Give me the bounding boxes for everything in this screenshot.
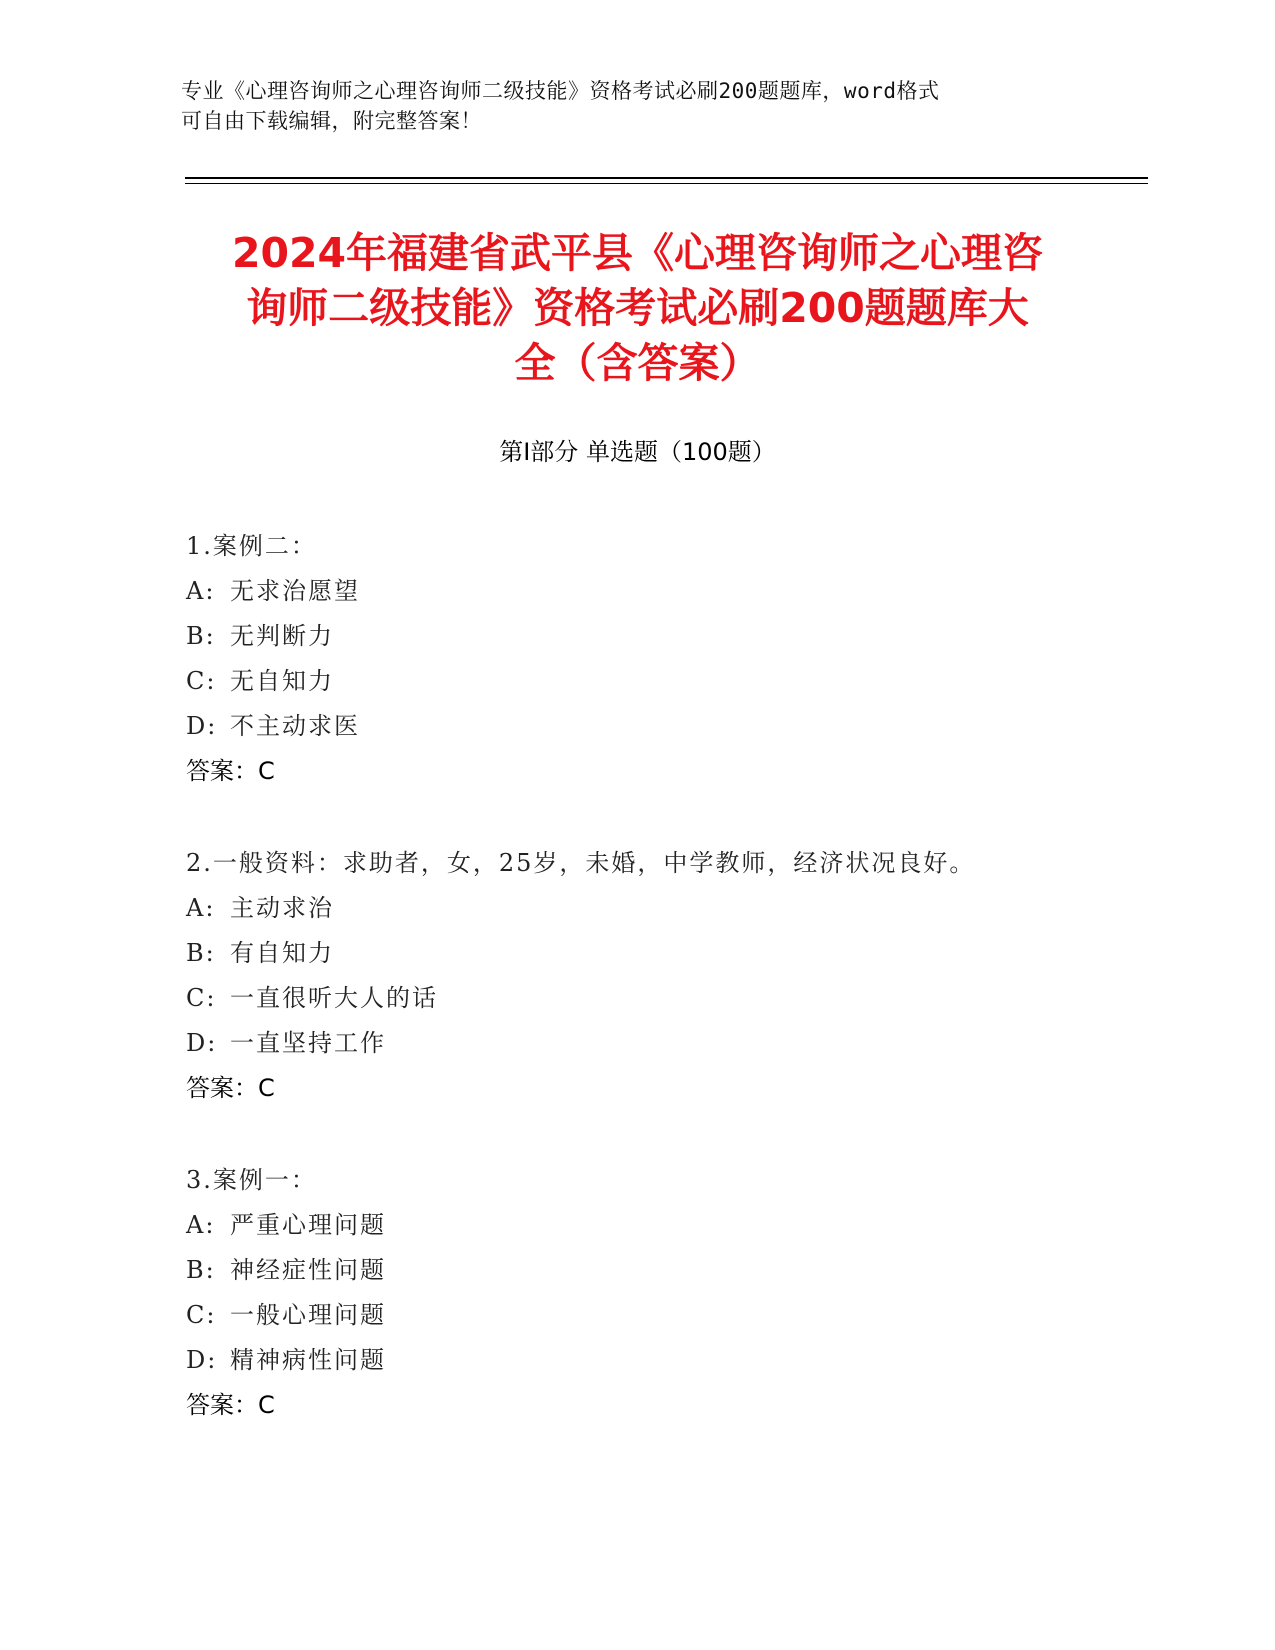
- document-title-line-1: 2024年福建省武平县《心理咨询师之心理咨: [231, 229, 1044, 277]
- option-c: [186, 659, 360, 704]
- option-letter: B:: [186, 1256, 216, 1284]
- option-letter: C:: [186, 984, 217, 1012]
- option-letter: A:: [186, 577, 216, 605]
- option-a: [186, 886, 975, 931]
- option-text: 无判断力: [230, 622, 334, 650]
- answer-line: 答案：C: [186, 1391, 275, 1419]
- question-2: [186, 841, 975, 1111]
- option-letter: D:: [186, 1029, 218, 1057]
- question-stem: 1.案例二：: [186, 532, 317, 560]
- option-text: 一直很听大人的话: [230, 984, 438, 1012]
- option-d: [186, 1338, 386, 1383]
- option-text: 一直坚持工作: [230, 1029, 386, 1057]
- option-letter: B:: [186, 939, 216, 967]
- option-b: [186, 931, 975, 976]
- option-b: [186, 1248, 386, 1293]
- option-letter: C:: [186, 667, 217, 695]
- option-letter: B:: [186, 622, 216, 650]
- question-3: [186, 1158, 386, 1428]
- section-heading: 第Ⅰ部分 单选题（100题）: [499, 438, 776, 466]
- option-text: 神经症性问题: [230, 1256, 386, 1284]
- option-text: 主动求治: [230, 894, 334, 922]
- option-a: [186, 569, 360, 614]
- header-note: [181, 76, 1041, 136]
- option-letter: D:: [186, 712, 218, 740]
- option-text: 一般心理问题: [230, 1301, 386, 1329]
- option-b: [186, 614, 360, 659]
- option-c: [186, 1293, 386, 1338]
- option-text: 精神病性问题: [230, 1346, 386, 1374]
- document-title-line-3: 全（含答案）: [514, 339, 761, 387]
- option-letter: C:: [186, 1301, 217, 1329]
- header-note-line-1: 专业《心理咨询师之心理咨询师二级技能》资格考试必刷200题题库，word格式: [181, 79, 940, 103]
- option-d: [186, 1021, 975, 1066]
- option-letter: A:: [186, 894, 216, 922]
- option-text: 无自知力: [230, 667, 334, 695]
- header-rule-thick: [185, 177, 1148, 179]
- document-title: [150, 226, 1125, 391]
- option-letter: A:: [186, 1211, 216, 1239]
- answer-line: 答案：C: [186, 1074, 275, 1102]
- header-rule-thin: [185, 183, 1148, 184]
- option-c: [186, 976, 975, 1021]
- question-stem: 2.一般资料：求助者，女，25岁，未婚，中学教师，经济状况良好。: [186, 849, 976, 877]
- option-letter: D:: [186, 1346, 218, 1374]
- question-stem: 3.案例一：: [186, 1166, 317, 1194]
- option-d: [186, 704, 360, 749]
- question-1: [186, 524, 360, 794]
- document-title-line-2: 询师二级技能》资格考试必刷200题题库大: [246, 284, 1029, 332]
- option-text: 严重心理问题: [230, 1211, 386, 1239]
- option-text: 不主动求医: [230, 712, 360, 740]
- answer-line: 答案：C: [186, 757, 275, 785]
- option-text: 有自知力: [230, 939, 334, 967]
- header-note-line-2: 可自由下载编辑，附完整答案！: [181, 109, 482, 133]
- option-text: 无求治愿望: [230, 577, 360, 605]
- option-a: [186, 1203, 386, 1248]
